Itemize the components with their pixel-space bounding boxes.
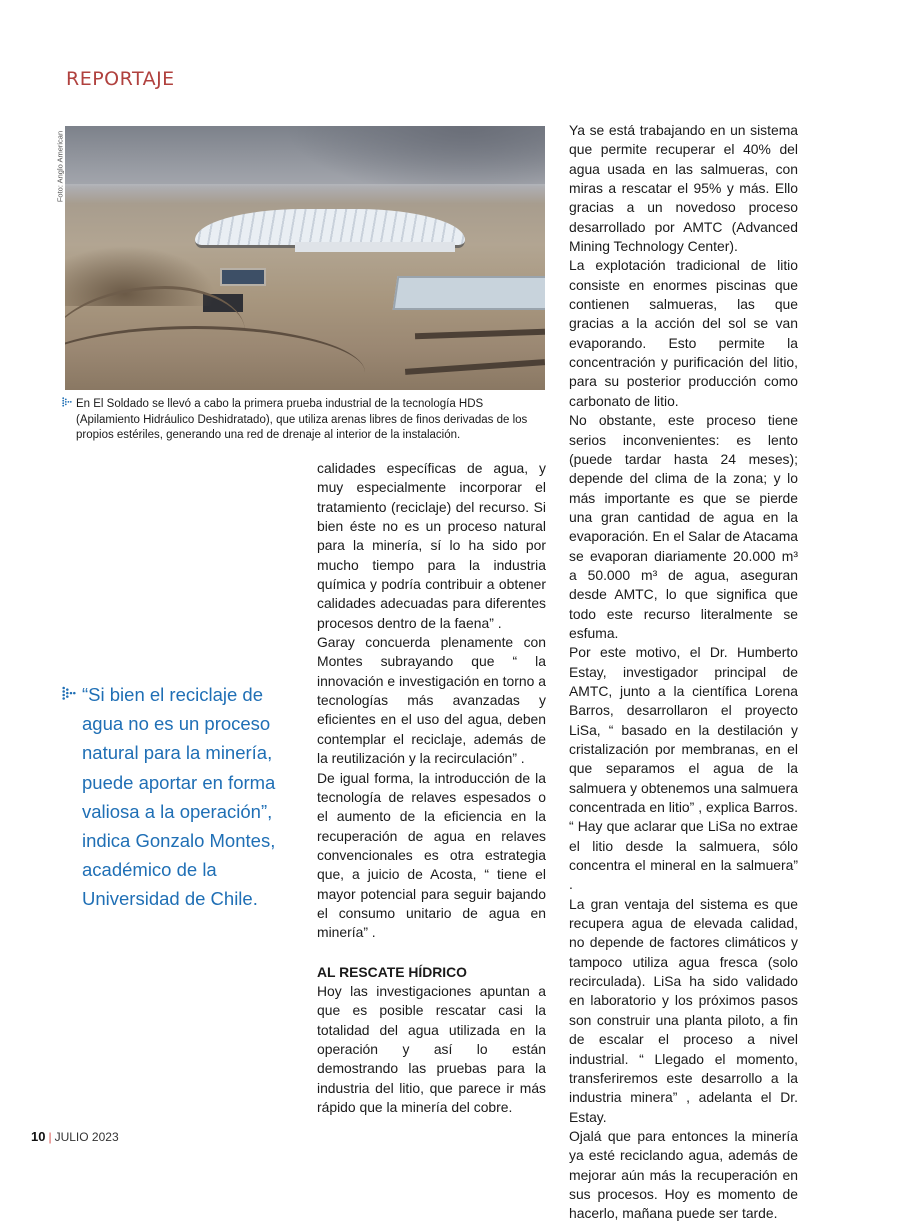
section-label: REPORTAJE	[66, 68, 175, 90]
footer-separator: |	[48, 1130, 52, 1144]
body-paragraph: La explotación tradicional de litio consiste en enormes piscinas que contienen salmueras, las que gracias a la acción del sol se van evaporando. Esto permite la concentración y purificación del litio, para su posterior producción como carbonato de litio.	[569, 257, 798, 409]
pull-quote-text: “Si bien el reciclaje de agua no es un proceso natural para la minería, puede aportar en forma valiosa a la operación”, indica Gonzalo Montes, académico de la Universidad de Chile.	[82, 684, 276, 910]
photo-pond-right	[393, 276, 545, 310]
article-column-middle	[317, 459, 546, 1117]
body-paragraph: No obstante, este proceso tiene serios inconvenientes: es lento (puede tardar hasta 24 meses); depende del clima de la zona; y lo más importante es que se pierde una gran cantidad de agua en la evaporación. En el Salar de Atacama se evaporan diariamente 20.000 m³ a 50.000 m³ de agua, aseguran desde AMTC, lo que significa que todo este recurso literalmente se esfuma.	[569, 412, 798, 641]
body-paragraph: Hoy las investigaciones apuntan a que es posible rescatar casi la totalidad del agua utilizada en la operación y así lo están demostrando las pruebas para la industria del litio, que parece ir más rápido que la minería del cobre.	[317, 982, 546, 1115]
body-paragraph: Ojalá que para entonces la minería ya esté reciclando agua, además de mejorar aún más la recuperación en sus procesos. Hoy es momento de hacerlo, mañana puede ser tarde.	[569, 1127, 798, 1222]
page-footer	[31, 1129, 119, 1144]
page-number: 10	[31, 1129, 46, 1144]
section-subheading: AL RESCATE HÍDRICO	[317, 963, 467, 980]
photo-terrace	[65, 326, 365, 390]
photo-road	[415, 329, 545, 340]
photo-credit	[50, 128, 64, 208]
article-photo	[65, 126, 545, 390]
body-paragraph: De igual forma, la introducción de la tecnología de relaves espesados o el aumento de la eficiencia en la recuperación de agua en relaves convencionales es otra estrategia que, a juicio de Acosta, “ tiene el mayor potencial para seguir bajando el consumo unitario de agua en minería” .	[317, 769, 546, 941]
article-column-right	[569, 121, 798, 1224]
dotted-arrow-bullet-icon	[62, 397, 72, 408]
body-paragraph: La gran ventaja del sistema es que recupera agua de elevada calidad, no depende de factores climáticos y tampoco utiliza agua fresca (solo recirculada). LiSa ha sido validado en laboratorio y los próximos pasos son construir una planta piloto, a fin de escalar el proceso a nivel industrial. “ Llegado el momento, transferiremos este desarrollo a la industria minera” , adelanta el Dr. Estay.	[569, 895, 798, 1125]
photo-caption-text: En El Soldado se llevó a cabo la primera prueba industrial de la tecnología HDS (Apilamiento Hidráulico Deshidratado), que utiliza arenas libres de finos derivadas de los propios estériles, generando una red de drenaje al interior de la instalación.	[76, 398, 528, 441]
body-paragraph: Garay concuerda plenamente con Montes subrayando que “ la innovación e investigación en torno a tecnologías más avanzadas y eficientes en el uso del agua, deben contemplar el reciclaje, además de la reutilización y la recirculación” .	[317, 634, 546, 767]
photo-pond-small	[220, 268, 266, 286]
photo-haze	[65, 184, 545, 204]
body-paragraph: calidades específicas de agua, y muy especialmente incorporar el tratamiento (reciclaje) del recurso. Si bien éste no es un proceso natural para la minería, sí lo ha sido por mucho tiempo para la industria química y podría contribuir a obtener calidades adecuadas para diferentes procesos dentro de la faena” .	[317, 460, 546, 631]
body-paragraph: Por este motivo, el Dr. Humberto Estay, investigador principal de AMTC, junto a la científica Lorena Barros, desarrollaron el proyecto LiSa, “ basado en la destilación y cristalización por membranas, en el que separamos el agua de la salmuera y obtenemos una salmuera concentrada en litio” , explica Barros. “ Hay que aclarar que LiSa no extrae el litio desde la salmuera, sólo concentra el mineral en la salmuera” .	[569, 644, 798, 893]
pull-quote	[62, 680, 294, 914]
body-paragraph: Ya se está trabajando en un sistema que permite recuperar el 40% del agua usada en las salmueras, con miras a rescatar el 95% y más. Ello gracias a un novedoso proceso desarrollado por AMTC (Advanced Mining Technology Center).	[569, 122, 798, 255]
photo-pond-mid	[295, 242, 455, 252]
issue-date: JULIO 2023	[54, 1130, 119, 1144]
photo-caption	[62, 397, 550, 444]
photo-road	[405, 359, 545, 375]
photo-credit-text: Foto: Anglo American	[55, 130, 65, 203]
dotted-arrow-bullet-icon	[62, 686, 76, 702]
